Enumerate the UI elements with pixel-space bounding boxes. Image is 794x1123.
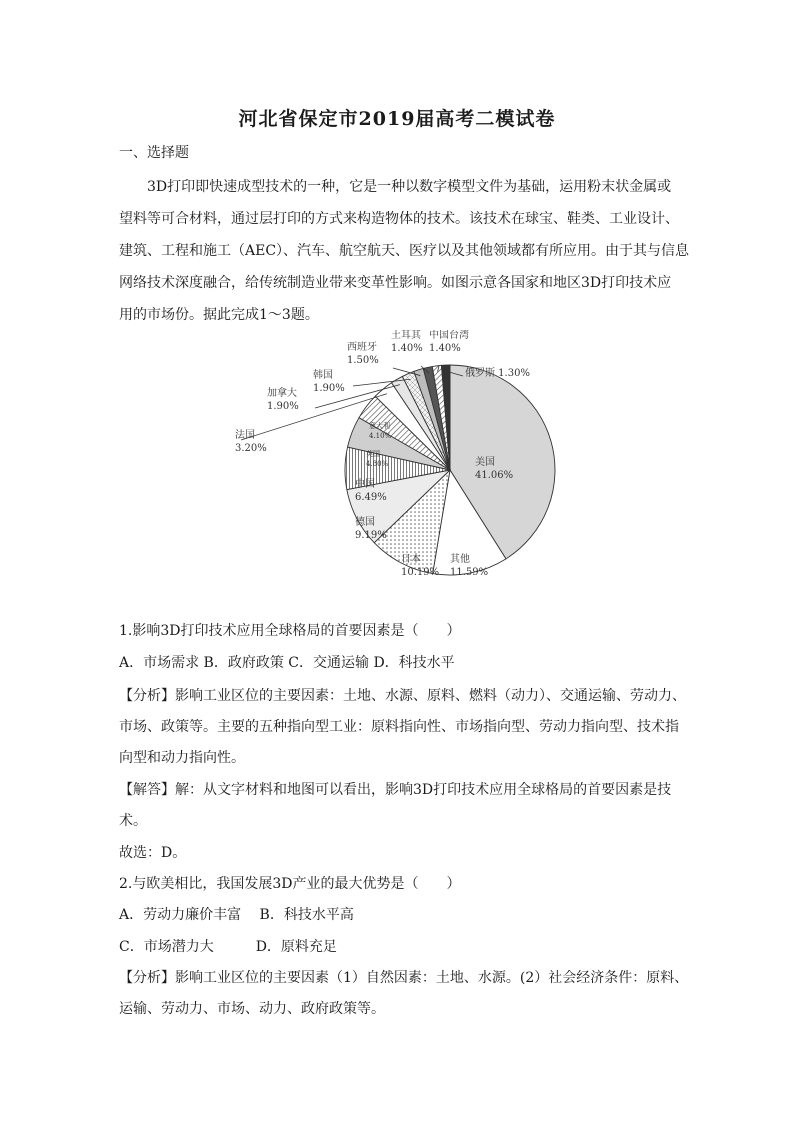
slice-name-label: 中国台湾 (429, 330, 469, 341)
intro-line: 3D打印即快速成型技术的一种，它是一种以数字模型文件为基础，运用粉末状金属或 (147, 179, 672, 195)
slice-name-label: 加拿大 (267, 388, 297, 399)
slice-value-label: 1.90% (313, 383, 345, 394)
intro-line: 望料等可合材料，通过层打印的方式来构造物体的技术。该技术在球宝、鞋类、工业设计、 (119, 211, 679, 227)
question-2-options: C．市场潜力大 D．原料充足 (119, 939, 337, 955)
slice-name-label: 法国 (235, 430, 255, 441)
question-2-stem: 2.与欧美相比，我国发展3D产业的最大优势是（ ） (119, 876, 461, 892)
slice-name-label: 英国 (366, 450, 380, 458)
slice-name-label: 俄罗斯 1.30% (465, 368, 530, 379)
slice-name-label: 韩国 (313, 370, 333, 381)
slice-name-label: 意大利 (369, 422, 390, 430)
market-share-pie-chart (225, 330, 565, 610)
slice-value-label: 1.50% (347, 355, 379, 366)
slice-value-label: 41.06% (475, 470, 514, 481)
slice-value-label: 6.49% (355, 492, 387, 503)
question-1-analysis-line: 向型和动力指向性。 (119, 750, 245, 766)
slice-name-label: 日本 (401, 554, 421, 565)
slice-value-label: 3.20% (235, 443, 267, 454)
question-2-analysis-line: 【分析】影响工业区位的主要因素（1）自然因素：土地、水源。(2）社会经济条件：原料、 (119, 970, 689, 986)
slice-value-label: 1.40% (429, 343, 461, 354)
slice-name-label: 西班牙 (347, 342, 377, 353)
intro-line: 用的市场份。据此完成1～3题。 (119, 307, 319, 323)
question-2-analysis-line: 运输、劳动力、市场、动力、政府政策等。 (119, 1001, 385, 1017)
slice-value-label: 1.90% (267, 401, 299, 412)
slice-name-label: 其他 (450, 554, 470, 565)
question-1-analysis-line: 市场、政策等。主要的五种指向型工业：原料指向性、市场指向型、劳动力指向型、技术指 (119, 719, 679, 735)
page-title: 河北省保定市2019届高考二模试卷 (238, 108, 556, 130)
question-1-answer-line: 术。 (119, 813, 147, 829)
slice-name-label: 中国 (355, 479, 375, 490)
slice-value-label: 10.19% (401, 567, 440, 578)
slice-value-label: 9.19% (355, 530, 387, 541)
intro-line: 网络技术深度融合，给传统制造业带来变革性影响。如图示意各国家和地区3D打印技术应 (119, 275, 672, 291)
slice-value-label: 4.10% (369, 432, 392, 440)
question-1-analysis-line: 【分析】影响工业区位的主要因素：土地、水源、原料、燃料（动力）、交通运输、劳动力、 (119, 688, 686, 704)
question-2-options: A．劳动力廉价丰富 B．科技水平高 (119, 907, 354, 923)
slice-name-label: 德国 (355, 517, 375, 528)
slice-value-label: 1.40% (391, 343, 423, 354)
slice-value-label: 4.80% (366, 460, 389, 468)
slice-name-label: 土耳其 (391, 330, 421, 341)
slice-value-label: 11.59% (450, 567, 489, 578)
slice-name-label: 美国 (475, 457, 495, 468)
question-1-stem: 1.影响3D打印技术应用全球格局的首要因素是（ ） (119, 623, 461, 639)
question-1-options: A．市场需求 B．政府政策 C．交通运输 D．科技水平 (119, 655, 455, 671)
intro-line: 建筑、工程和施工（AEC）、汽车、航空航天、医疗以及其他领域都有所应用。由于其与信息 (119, 243, 690, 259)
section-heading: 一、选择题 (119, 145, 189, 161)
question-1-answer-line: 【解答】解：从文字材料和地图可以看出，影响3D打印技术应用全球格局的首要因素是技 (119, 782, 672, 798)
question-1-choice: 故选：D。 (119, 845, 187, 861)
